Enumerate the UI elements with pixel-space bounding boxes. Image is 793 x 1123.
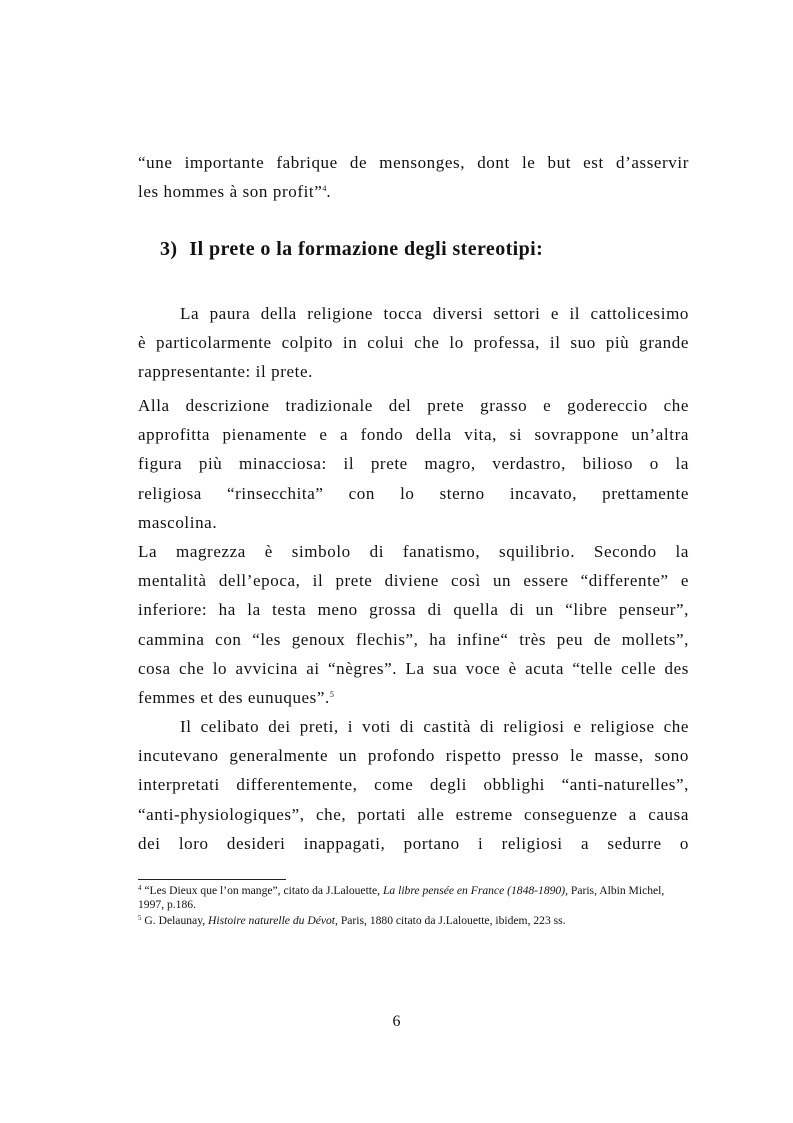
footnote-4-marker: 4 — [138, 884, 142, 892]
section-title: Il prete o la formazione degli stereotipi: — [189, 238, 544, 260]
paragraph-line: è particolarmente colpito in colui che lo professa, il suo più grande — [138, 333, 689, 353]
paragraph-line: figura più minacciosa: il prete magro, verdastro, bilioso o la — [138, 454, 689, 474]
paragraph-line: cammina con “les genoux flechis”, ha infine“ très peu de mollets”, — [138, 629, 689, 649]
paragraph-line: mentalità dell’epoca, il prete diviene così un essere “differente” e — [138, 571, 689, 591]
paragraph-line-last — [138, 683, 689, 712]
paragraph-3 — [138, 537, 689, 712]
section-heading — [160, 238, 543, 261]
footnote-4-pre: “Les Dieux que l’on mange”, citato da J.Lalouette, — [141, 884, 383, 897]
intro-line-2-text: les hommes à son profit” — [138, 182, 323, 202]
paragraph-line: interpretati differentemente, come degli obblighi “anti-naturelles”, — [138, 775, 689, 795]
footnote-5-pre: G. Delaunay, — [141, 914, 209, 927]
footnote-5-marker: 5 — [138, 914, 142, 922]
page-number: 6 — [392, 1013, 401, 1030]
footnote-separator — [138, 879, 286, 880]
intro-quote — [138, 148, 689, 206]
footnote-5-post: , Paris, 1880 citato da J.Lalouette, ibidem, 223 ss. — [335, 914, 566, 927]
intro-line-2 — [138, 177, 689, 206]
footnote-5-title: Histoire naturelle du Dévot — [208, 914, 336, 927]
paragraph-line: mascolina. — [138, 512, 218, 532]
footnote-ref-5: 5 — [329, 690, 334, 700]
paragraph-line: Il celibato dei preti, i voti di castità di religiosi e religiose che — [180, 717, 689, 736]
paragraph-line: inferiore: ha la testa meno grossa di quella di un “libre penseur”, — [138, 600, 689, 620]
paragraph-2 — [138, 391, 689, 537]
paragraph-line: Alla descrizione tradizionale del prete grasso e godereccio che — [138, 396, 689, 415]
footnote-4-title: La libre pensée en France (1848-1890), — [382, 884, 568, 897]
paragraph-3-end-text: femmes et des eunuques”. — [138, 688, 330, 708]
paragraph-1 — [138, 299, 689, 387]
paragraph-line: religiosa “rinsecchita” con lo sterno incavato, prettamente — [138, 483, 689, 503]
paragraph-line: approfitta pienamente e a fondo della vita, si sovrappone un’altra — [138, 425, 689, 445]
section-number: 3) — [160, 238, 178, 260]
paragraph-line: “anti-physiologiques”, che, portati alle estreme conseguenze a causa — [138, 804, 689, 824]
intro-line-2-end: . — [326, 182, 332, 202]
paragraph-line: incutevano generalmente un profondo rispetto presso le masse, sono — [138, 746, 689, 766]
intro-line-1: “une importante fabrique de mensonges, dont le but est d’asservir — [138, 153, 689, 172]
paragraph-line: dei loro desideri inappagati, portano i religiosi a sedurre o — [138, 833, 689, 853]
footnote-ref-4: 4 — [322, 184, 327, 194]
paragraph-line: cosa che lo avvicina ai “nègres”. La sua voce è acuta “telle celle des — [138, 658, 689, 678]
paragraph-line: rappresentante: il prete. — [138, 362, 314, 382]
footnote-5 — [138, 914, 689, 928]
paragraph-4 — [138, 712, 689, 858]
paragraph-line: La magrezza è simbolo di fanatismo, squilibrio. Secondo la — [138, 542, 689, 561]
paragraph-line: La paura della religione tocca diversi settori e il cattolicesimo — [180, 304, 689, 323]
footnote-4 — [138, 884, 689, 912]
footnote-4-post: Paris, Albin Michel, 1997, p.186. — [138, 884, 665, 911]
